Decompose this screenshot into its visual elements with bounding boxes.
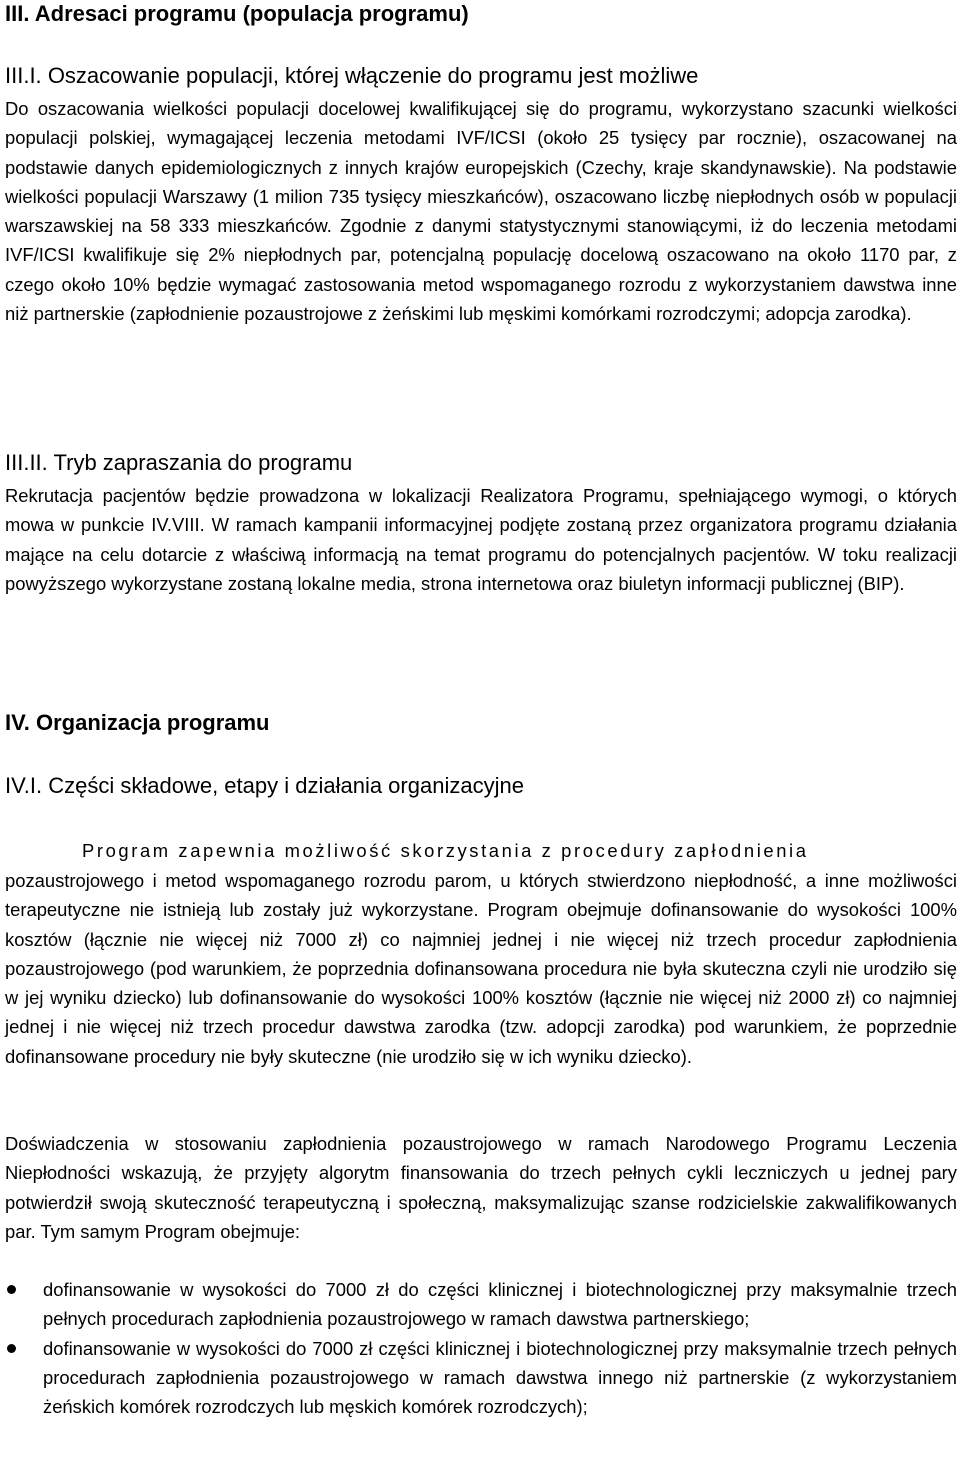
subsection-number: IV.I. <box>5 773 43 798</box>
subsection-title: Części składowe, etapy i działania organizacyjne <box>48 773 524 798</box>
subsection-number: III.II. <box>5 450 48 475</box>
bullet-icon <box>7 1285 16 1294</box>
subsection-3-2-paragraph: Rekrutacja pacjentów będzie prowadzona w lokalizacji Realizatora Programu, spełniającego wymogi, o których mowa w punkcie IV.VIII. W ramach kampanii informacyjnej podjęte zostaną przez organizatora programu działania mające na celu dotarcie z właściwą informacją na temat programu do potencjalnych pacjentów. W toku realizacji powyższego wykorzystane zostaną lokalne media, strona internetowa oraz biuletyn informacji publicznej (BIP). <box>5 485 957 594</box>
list-item-text: dofinansowanie w wysokości do 7000 zł części klinicznej i biotechnologicznej przy maksymalnie trzech pełnych procedurach zapłodnienia pozaustrojowego w ramach dawstwa innego niż partnerskie (z wykorzystaniem żeńskich komórek rozrodczych lub męskich komórek rozrodczych); <box>43 1337 957 1418</box>
subsection-4-1-paragraph-2: Doświadczenia w stosowaniu zapłodnienia pozaustrojowego w ramach Narodowego Programu Leczenia Niepłodności wskazują, że przyjęty algorytm finansowania do trzech pełnych cykli leczniczych u jednej pary potwierdził swoją skuteczność terapeutyczną i społeczną, maksymalizując szanse rodzicielskie zakwalifikowanych par. Tym samym Program obejmuje: <box>5 1133 957 1242</box>
subsection-title: Tryb zapraszania do programu <box>53 450 353 475</box>
subsection-3-2-heading <box>5 449 352 477</box>
subsection-title: Oszacowanie populacji, której włączenie do programu jest możliwe <box>47 63 699 88</box>
subsection-4-1-paragraph-1: pozaustrojowego i metod wspomaganego rozrodu parom, u których stwierdzono niepłodność, a inne możliwości terapeutyczne nie istnieją lub zostały już wykorzystane. Program obejmuje dofinansowanie do wysokości 100% kosztów (łącznie nie więcej niż 7000 zł) co najmniej jednej i nie więcej niż trzech procedur zapłodnienia pozaustrojowego (pod warunkiem, że poprzednia dofinansowana procedura nie była skuteczna czyli nie urodziło się w jej wyniku dziecko) lub dofinansowanie do wysokości 100% kosztów (łącznie nie więcej niż 2000 zł) co najmniej jednej i nie więcej niż trzech procedur dawstwa zarodka (tzw. adopcji zarodka) pod warunkiem, że poprzednie dofinansowane procedury nie były skuteczne (nie urodziło się w ich wyniku dziecko). <box>5 870 957 1067</box>
program-scope-list <box>5 1275 957 1421</box>
list-item-text: dofinansowanie w wysokości do 7000 zł do części klinicznej i biotechnologicznej przy maksymalnie trzech pełnych procedurach zapłodnienia pozaustrojowego w ramach dawstwa partnerskiego; <box>43 1279 957 1330</box>
subsection-number: III.I. <box>5 63 42 88</box>
subsection-4-1-heading <box>5 772 524 800</box>
bullet-icon <box>7 1344 16 1353</box>
paragraph-lead-line: Program zapewnia możliwość skorzystania z procedury zapłodnienia <box>82 840 809 861</box>
subsection-3-1-heading <box>5 62 698 90</box>
section-3-heading: III. Adresaci programu (populacja programu) <box>5 1 469 26</box>
list-item <box>5 1334 957 1422</box>
list-item <box>5 1275 957 1334</box>
section-4-heading: IV. Organizacja programu <box>5 710 270 735</box>
subsection-3-1-paragraph: Do oszacowania wielkości populacji docelowej kwalifikującej się do programu, wykorzystano szacunki wielkości populacji polskiej, wymagającej leczenia metodami IVF/ICSI (około 25 tysięcy par rocznie), oszacowanej na podstawie danych epidemiologicznych z innych krajów europejskich (Czechy, kraje skandynawskie). Na podstawie wielkości populacji Warszawy (1 milion 735 tysięcy mieszkańców), oszacowano liczbę niepłodnych osób w populacji warszawskiej na 58 333 mieszkańców. Zgodnie z danymi statystycznymi stanowiącymi, iż do leczenia metodami IVF/ICSI kwalifikuje się 2% niepłodnych par, potencjalną populację docelową oszacowano na około 1170 par, z czego około 10% będzie wymagać zastosowania metod wspomaganego rozrodu z wykorzystaniem dawstwa inne niż partnerskie (zapłodnienie pozaustrojowe z żeńskimi lub męskimi komórkami rozrodczymi; adopcja zarodka). <box>5 98 957 325</box>
